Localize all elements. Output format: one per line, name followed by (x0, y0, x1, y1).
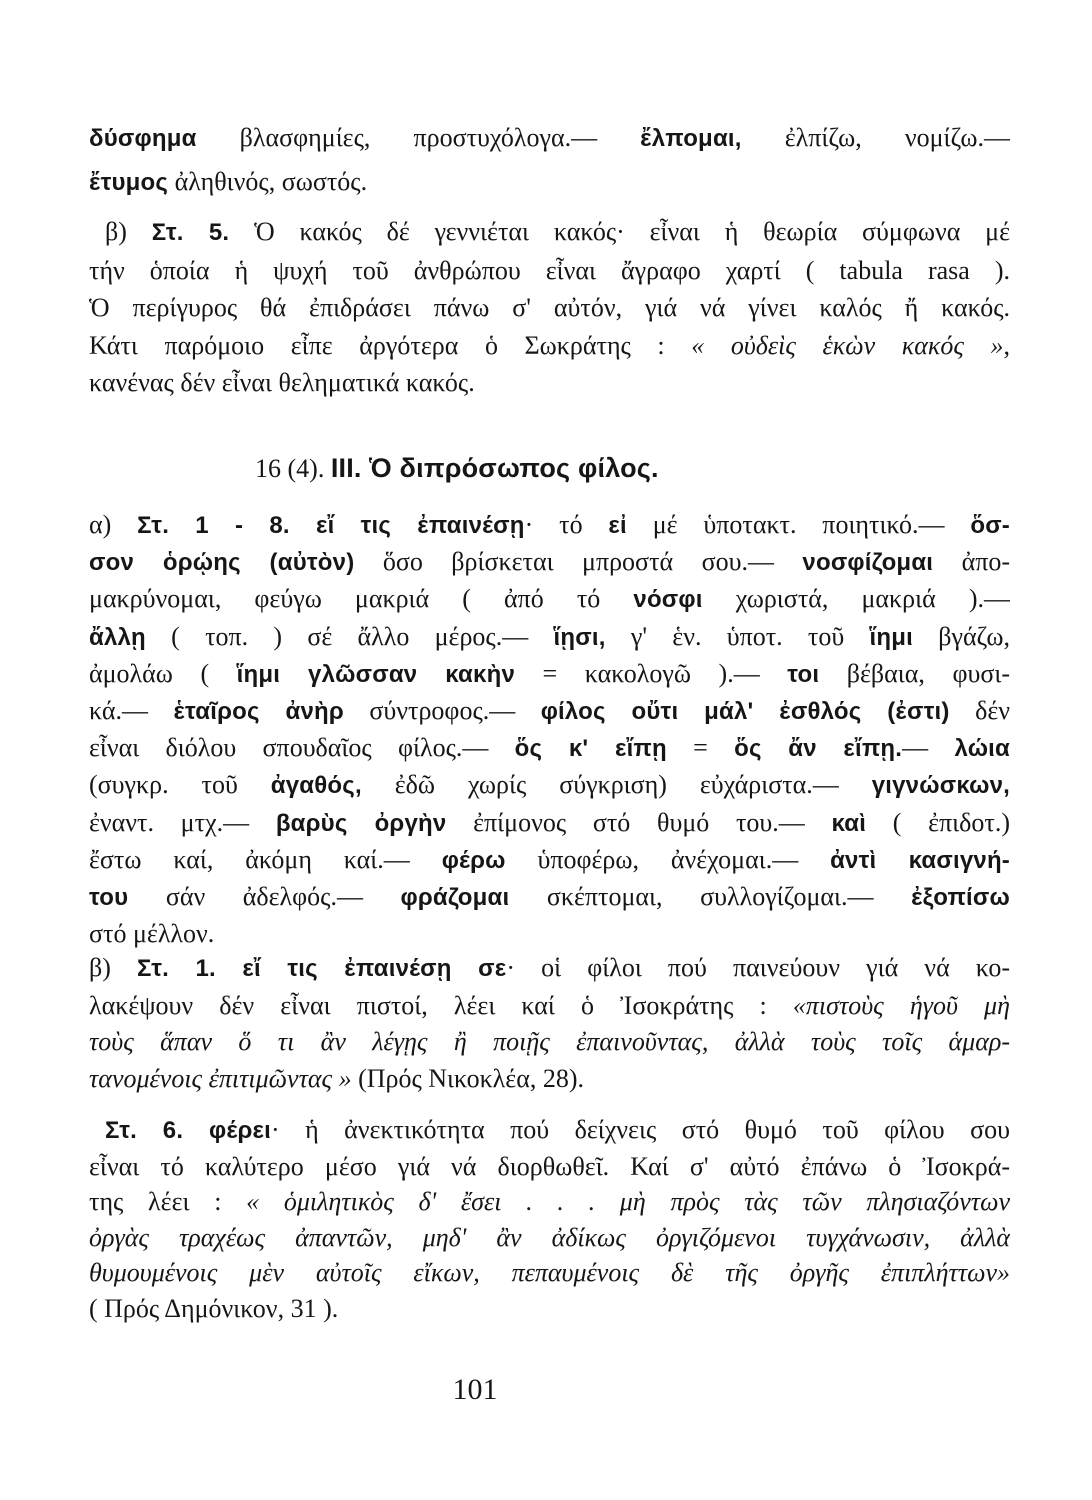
bold-term: ἔλπομαι, (640, 125, 742, 152)
text-run: γ' ἑν. ὑποτ. τοῦ (605, 621, 870, 651)
text-line (89, 116, 1010, 160)
text-run: στό μέλλον. (89, 919, 215, 949)
text-run: ( ἐπιδοτ.) (866, 807, 1010, 837)
text-run: σάν ἀδελφός.— (128, 882, 401, 912)
bold-term: ἄλλῃ (89, 623, 146, 651)
text-run: ( τοπ. ) σέ ἄλλο μέρος.— (145, 621, 554, 651)
text-run: κανένας δέν εἶναι θεληματικά κακός. (89, 368, 475, 397)
bold-term: Στ. 1 - 8. εἴ τις ἐπαινέσῃ (137, 512, 525, 539)
text-run: ἐναντ. μτχ.— (89, 807, 276, 837)
bold-term: ἐξοπίσω (911, 884, 1010, 912)
page-number: 101 (452, 1373, 498, 1406)
text-line (89, 160, 1010, 204)
text-run: ἀπο- (933, 547, 1010, 577)
text-run: βγάζω, (912, 621, 1010, 651)
text-run: εἶναι τό καλύτερο μέσο γιά νά διορθωθεῖ. Καί σ' αὐτό ἐπάνω ὁ Ἰσοκρά- (89, 1151, 1010, 1181)
text-run: β) (105, 217, 152, 246)
text-run: Ὁ κακός δέ γεννιέται κακός· εἶναι ἡ θεωρία σύμφωνα μέ (229, 217, 1010, 246)
text-line (89, 289, 1010, 327)
bold-term: ὅσ- (970, 512, 1010, 539)
text-line (89, 252, 1010, 290)
text-run: · τό (524, 510, 609, 539)
text-run: ἐπίμονος στό θυμό του.— (446, 807, 832, 837)
text-run: ἀληθινός, σωστός. (168, 167, 368, 196)
text-run: χωριστά, μακριά ).— (702, 584, 1010, 614)
text-run: ἐλπίζω, νομίζω.— (741, 123, 1010, 152)
text-run: · οἱ φίλοι πού παινεύουν γιά νά κο- (506, 953, 1010, 982)
text-run: μακρύνομαι, φεύγω μακριά ( ἀπό τό (89, 584, 634, 614)
bold-term: εἰ (608, 512, 627, 539)
text-line (89, 581, 1010, 618)
quotation-text: « οὐδεὶς ἑκὼν κακός » (691, 330, 1004, 360)
quotation-text: θυμουμένοις μὲν αὐτοῖς εἴκων, πεπαυμένοις δὲ τῆς ὀργῆς ἐπιπλήττων» (89, 1258, 1010, 1288)
bold-term: ἔτυμος (89, 169, 169, 196)
text-run: της λέει : (89, 1187, 247, 1217)
quotation-text: τοὺς ἅπαν ὅ τι ἂν λέγῃς ἢ ποιῇς ἐπαινοῦντας, ἀλλὰ τοὺς τοῖς ἁμαρ- (89, 1027, 1010, 1056)
text-run: λακέψουν δέν εἶναι πιστοί, λέει καί ὁ Ἰσοκράτης : (89, 990, 793, 1020)
bold-term: ὅς ἄν εἴπῃ. (734, 735, 903, 763)
text-line (89, 805, 1010, 842)
text-run: 16 (4). (255, 454, 331, 483)
bold-term: ὅς κ' εἴπῃ (514, 735, 667, 763)
text-run: δέν (949, 696, 1010, 726)
text-line (89, 449, 1010, 488)
text-run: ὅσο βρίσκεται μπροστά σου.— (354, 547, 803, 577)
text-run: σκέπτομαι, συλλογίζομαι.— (509, 882, 912, 912)
text-run: κά.— (89, 696, 174, 726)
bold-term: ἀντὶ κασιγνή- (830, 846, 1010, 874)
bold-term: νόσφι (633, 586, 703, 614)
text-run: (συγκρ. τοῦ (89, 770, 271, 800)
commentary-paragraph-verse-6 (89, 1112, 1010, 1327)
text-run: ἀμολάω ( (89, 658, 237, 688)
bold-term: λώια (954, 735, 1010, 763)
bold-term: τοι (787, 660, 820, 688)
text-line (89, 879, 1010, 916)
text-run: Ὁ περίγυρος θά ἐπιδράσει πάνω σ' αὐτόν, γιά νά γίνει καλός ἤ κακός. (89, 293, 1010, 322)
text-line (89, 730, 1010, 767)
bold-term: Στ. 1. εἴ τις ἐπαινέσῃ σε (137, 955, 507, 982)
text-line (89, 507, 1010, 544)
text-line (89, 950, 1010, 988)
text-run: Κάτι παρόμοιο εἶπε ἀργότερα ὁ Σωκράτης : (89, 330, 692, 360)
commentary-paragraph-verse-5 (89, 213, 1010, 402)
commentary-paragraph-verse-1 (89, 950, 1010, 1097)
section-heading (89, 449, 1010, 488)
text-run: ὑποφέρω, ἀνέχομαι.— (505, 844, 831, 874)
bold-term: σον ὁρῴης (αὐτὸν) (89, 549, 355, 577)
text-run: — (902, 733, 955, 763)
text-line (89, 1255, 1010, 1291)
text-run: β) (89, 953, 138, 982)
text-run: α) (89, 510, 138, 539)
text-line (89, 1291, 1010, 1327)
bold-term: ἵημι γλῶσσαν κακὴν (236, 660, 515, 688)
bold-term: δύσφημα (89, 125, 197, 152)
bold-term: ἑταῖρος ἀνὴρ (173, 698, 344, 726)
text-line (89, 1061, 1010, 1098)
text-run: = κακολογῶ ).— (515, 658, 788, 688)
quotation-text: τανομένοις ἐπιτιμῶντας » (89, 1063, 352, 1093)
bold-term: φίλος οὔτι μάλ' ἐσθλός (ἐστι) (540, 698, 950, 726)
bold-term: γιγνώσκων, (871, 772, 1010, 800)
bold-term: φέρω (441, 846, 506, 874)
bold-term: ἵημι (869, 623, 913, 651)
bold-term: III. Ὁ διπρόσωπος φίλος. (330, 453, 659, 483)
glossary-paragraph-verses-1-8 (89, 507, 1010, 952)
text-line (89, 916, 1010, 952)
bold-term: Στ. 6. φέρει (105, 1117, 271, 1144)
text-line (89, 1024, 1010, 1061)
quotation-text: «πιστοὺς ἡγοῦ μὴ (792, 990, 1010, 1020)
text-line (89, 693, 1010, 730)
text-line (89, 619, 1010, 656)
text-line (89, 842, 1010, 879)
text-line (89, 213, 1010, 252)
text-run: · ἡ ἀνεκτικότητα πού δείχνεις στό θυμό τοῦ φίλου σου (270, 1115, 1010, 1144)
text-run: ἔστω καί, ἀκόμη καί.— (89, 844, 442, 874)
text-run: ἐδῶ χωρίς σύγκριση) εὐχάριστα.— (361, 770, 872, 800)
bold-term: του (89, 884, 129, 912)
bold-term: φράζομαι (400, 884, 510, 912)
bold-term: νοσφίζομαι (802, 549, 934, 577)
quotation-text: « ὁμιλητικὸς δ' ἔσει . . . μὴ πρὸς τὰς τῶν πλησιαζόντων (246, 1187, 1010, 1217)
text-line (89, 767, 1010, 804)
text-line (89, 988, 1010, 1025)
text-run: τήν ὁποία ἡ ψυχή τοῦ ἀνθρώπου εἶναι ἄγραφο χαρτί ( tabula rasa ). (89, 255, 1010, 285)
text-run: , (1003, 330, 1010, 360)
text-run: (Πρός Νικοκλέα, 28). (351, 1063, 584, 1093)
text-line (89, 1112, 1010, 1149)
text-run: σύντροφος.— (343, 696, 541, 726)
bold-term: Στ. 5. (151, 219, 230, 246)
text-run: βλασφημίες, προστυχόλογα.— (196, 123, 641, 152)
quotation-text: ὀργὰς τραχέως ἀπαντῶν, μηδ' ἂν ἀδίκως ὀργιζόμενοι τυγχάνωσιν, ἀλλὰ (89, 1222, 1010, 1252)
text-line (89, 364, 1010, 402)
text-run: βέβαια, φυσι- (819, 658, 1010, 688)
text-line (89, 1149, 1010, 1185)
bold-term: καὶ (831, 809, 867, 837)
bold-term: ἵῃσι, (553, 623, 606, 651)
text-line (89, 327, 1010, 365)
text-line (89, 1220, 1010, 1256)
text-line (89, 544, 1010, 581)
bold-term: ἀγαθός, (270, 772, 362, 800)
text-run: ( Πρός Δημόνικον, 31 ). (89, 1293, 339, 1323)
text-run: = (666, 733, 735, 763)
text-run: εἶναι διόλου σπουδαῖος φίλος.— (89, 733, 515, 763)
text-line (89, 1184, 1010, 1220)
bold-term: βαρὺς ὀργὴν (275, 809, 447, 837)
text-run: μέ ὑποτακτ. ποιητικό.— (626, 510, 971, 539)
glossary-paragraph-intro (89, 116, 1010, 204)
text-line (89, 656, 1010, 693)
